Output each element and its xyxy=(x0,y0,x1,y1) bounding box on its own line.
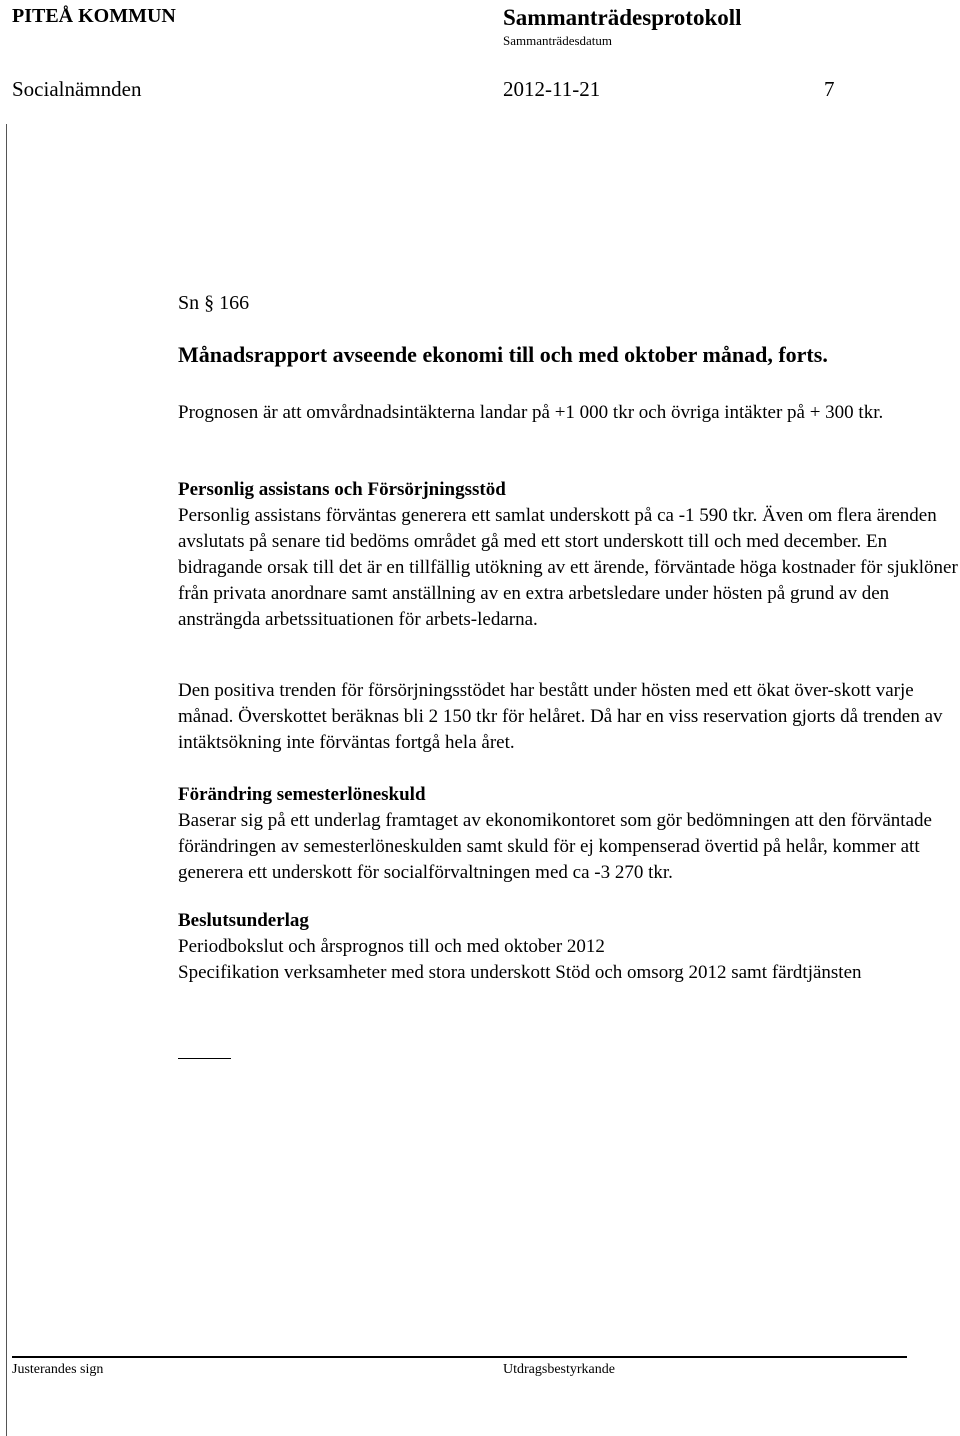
footer-sign-label: Justerandes sign xyxy=(12,1362,104,1377)
meeting-date: 2012-11-21 xyxy=(503,77,601,101)
pa-paragraph: Personlig assistans förväntas generera ett samlat underskott på ca -1 590 tkr. Även om flera ärenden avslutats på senare tid bedöms området gå med ett stort underskott till och med december. En bidragande orsak till det är en tillfällig utökning av ett ärende, förväntade höga kostnader för sjuklöner från privata anordnare samt anställning av en extra arbetsledare under hösten på grund av den ansträngda arbetssituationen för arbets-ledarna. xyxy=(178,505,958,630)
footer-certified-label: Utdragsbestyrkande xyxy=(503,1362,615,1377)
end-rule xyxy=(178,1058,231,1059)
bu-heading: Beslutsunderlag xyxy=(178,910,309,931)
sem-heading: Förändring semesterlöneskuld xyxy=(178,784,426,805)
fs-paragraph: Den positiva trenden för försörjningsstödet har bestått under hösten med ett ökat över-skott varje månad. Överskottet beräknas bli 2 150 tkr för helåret. Då har en viss reservation gjorts då trenden av intäktsökning inte förväntas fortgå hela året. xyxy=(178,680,943,753)
left-margin-rule xyxy=(6,124,7,1436)
section-number: Sn § 166 xyxy=(178,292,250,314)
intro-paragraph: Prognosen är att omvårdnadsintäkterna landar på +1 000 tkr och övriga intäkter på + 300 tkr. xyxy=(178,402,884,423)
pa-heading: Personlig assistans och Försörjningsstöd xyxy=(178,479,506,500)
bu-line-2: Specifikation verksamheter med stora underskott Stöd och omsorg 2012 samt färdtjänsten xyxy=(178,962,862,983)
footer-rule xyxy=(12,1356,907,1358)
section-title: Månadsrapport avseende ekonomi till och med oktober månad, forts. xyxy=(178,342,828,367)
organization-name: PITEÅ KOMMUN xyxy=(12,5,176,27)
document-title: Sammanträdesprotokoll xyxy=(503,5,742,30)
document-subtitle: Sammanträdesdatum xyxy=(503,33,613,48)
committee-name: Socialnämnden xyxy=(12,77,142,101)
sem-paragraph: Baserar sig på ett underlag framtaget av ekonomikontoret som gör bedömningen att den förväntade förändringen av semesterlöneskulden samt skuld för ej kompenserad övertid på helår, kommer att generera ett underskott för socialförvaltningen med ca -3 270 tkr. xyxy=(178,810,932,883)
bu-line-1: Periodbokslut och årsprognos till och med oktober 2012 xyxy=(178,936,605,957)
page-number: 7 xyxy=(824,77,835,101)
